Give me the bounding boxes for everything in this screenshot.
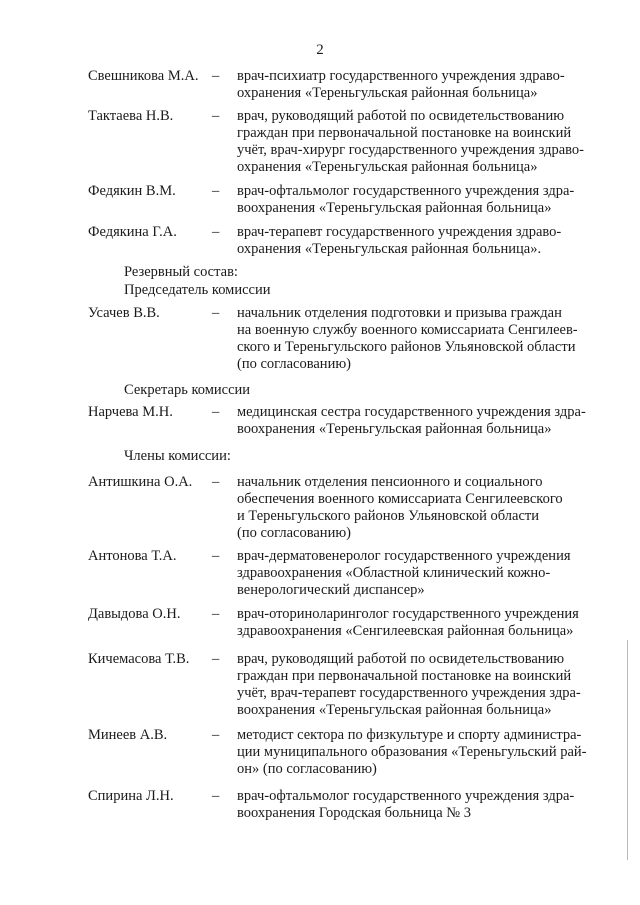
position-line: учёт, врач-хирург государственного учреждения здраво- xyxy=(237,142,584,158)
position-line: (по согласованию) xyxy=(237,356,351,372)
member-name: Федякина Г.А. xyxy=(88,224,177,240)
position-line: врач-терапевт государственного учреждения здраво- xyxy=(237,224,562,240)
position-line: граждан при первоначальной постановке на воинский xyxy=(237,125,572,141)
position-line: и Тереньгульского районов Ульяновской области xyxy=(237,508,539,524)
separator-dash: – xyxy=(212,68,220,84)
chair-heading: Председатель комиссии xyxy=(124,282,271,298)
separator-dash: – xyxy=(212,606,220,622)
member-position xyxy=(237,108,605,176)
member-position xyxy=(237,788,605,822)
position-line: методист сектора по физкультуре и спорту администра- xyxy=(237,727,582,743)
position-line: врач, руководящий работой по освидетельствованию xyxy=(237,108,565,124)
member-name: Нарчева М.Н. xyxy=(88,404,173,420)
member-position xyxy=(237,474,605,542)
position-line: врач, руководящий работой по освидетельствованию xyxy=(237,651,565,667)
position-line: (по согласованию) xyxy=(237,525,351,541)
position-line: на военную службу военного комиссариата Сенгилеев- xyxy=(237,322,578,338)
member-name: Свешникова М.А. xyxy=(88,68,199,84)
position-line: воохранения «Тереньгульская районная больница» xyxy=(237,200,552,216)
position-line: врач-офтальмолог государственного учреждения здра- xyxy=(237,788,575,804)
member-name: Антишкина О.А. xyxy=(88,474,193,490)
separator-dash: – xyxy=(212,404,220,420)
separator-dash: – xyxy=(212,474,220,490)
position-line: начальник отделения пенсионного и социального xyxy=(237,474,543,490)
member-name: Антонова Т.А. xyxy=(88,548,177,564)
member-name: Федякин В.М. xyxy=(88,183,176,199)
separator-dash: – xyxy=(212,183,220,199)
secretary-heading: Секретарь комиссии xyxy=(124,382,251,398)
member-name: Давыдова О.Н. xyxy=(88,606,181,622)
reserve-heading: Резервный состав: xyxy=(124,264,238,280)
position-line: медицинская сестра государственного учреждения здра- xyxy=(237,404,586,420)
position-line: охранения «Тереньгульская районная больница». xyxy=(237,241,542,257)
members-heading: Члены комиссии: xyxy=(124,448,231,464)
position-line: врач-дерматовенеролог государственного учреждения xyxy=(237,548,571,564)
member-name: Тактаева Н.В. xyxy=(88,108,174,124)
separator-dash: – xyxy=(212,788,220,804)
member-position xyxy=(237,404,605,438)
separator-dash: – xyxy=(212,224,220,240)
scan-artifact-line xyxy=(627,640,628,860)
member-position xyxy=(237,651,605,719)
separator-dash: – xyxy=(212,727,220,743)
member-position xyxy=(237,727,605,778)
position-line: венерологический диспансер» xyxy=(237,582,425,598)
member-position xyxy=(237,305,605,373)
member-name: Минеев А.В. xyxy=(88,727,168,743)
position-line: здравоохранения «Областной клинический кожно- xyxy=(237,565,551,581)
position-line: воохранения «Тереньгульская районная больница» xyxy=(237,421,552,437)
position-line: ского и Тереньгульского районов Ульяновской области xyxy=(237,339,576,355)
position-line: врач-психиатр государственного учреждения здраво- xyxy=(237,68,565,84)
member-name: Кичемасова Т.В. xyxy=(88,651,190,667)
separator-dash: – xyxy=(212,548,220,564)
member-name: Спирина Л.Н. xyxy=(88,788,174,804)
position-line: врач-офтальмолог государственного учреждения здра- xyxy=(237,183,575,199)
position-line: воохранения «Тереньгульская районная больница» xyxy=(237,702,552,718)
page-number: 2 xyxy=(316,42,324,58)
position-line: начальник отделения подготовки и призыва граждан xyxy=(237,305,562,321)
member-position xyxy=(237,548,605,599)
member-position xyxy=(237,606,605,640)
separator-dash: – xyxy=(212,651,220,667)
position-line: охранения «Тереньгульская районная больница» xyxy=(237,159,538,175)
position-line: охранения «Тереньгульская районная больница» xyxy=(237,85,538,101)
position-line: воохранения Городская больница № 3 xyxy=(237,805,471,821)
member-position xyxy=(237,68,605,102)
member-name: Усачев В.В. xyxy=(88,305,160,321)
position-line: учёт, врач-терапевт государственного учреждения здра- xyxy=(237,685,581,701)
separator-dash: – xyxy=(212,305,220,321)
position-line: врач-оториноларинголог государственного учреждения xyxy=(237,606,579,622)
position-line: он» (по согласованию) xyxy=(237,761,377,777)
position-line: здравоохранения «Сенгилеевская районная больница» xyxy=(237,623,574,639)
position-line: ции муниципального образования «Тереньгульский рай- xyxy=(237,744,587,760)
member-position xyxy=(237,183,605,217)
position-line: обеспечения военного комиссариата Сенгилеевского xyxy=(237,491,563,507)
separator-dash: – xyxy=(212,108,220,124)
member-position xyxy=(237,224,605,258)
position-line: граждан при первоначальной постановке на воинский xyxy=(237,668,572,684)
